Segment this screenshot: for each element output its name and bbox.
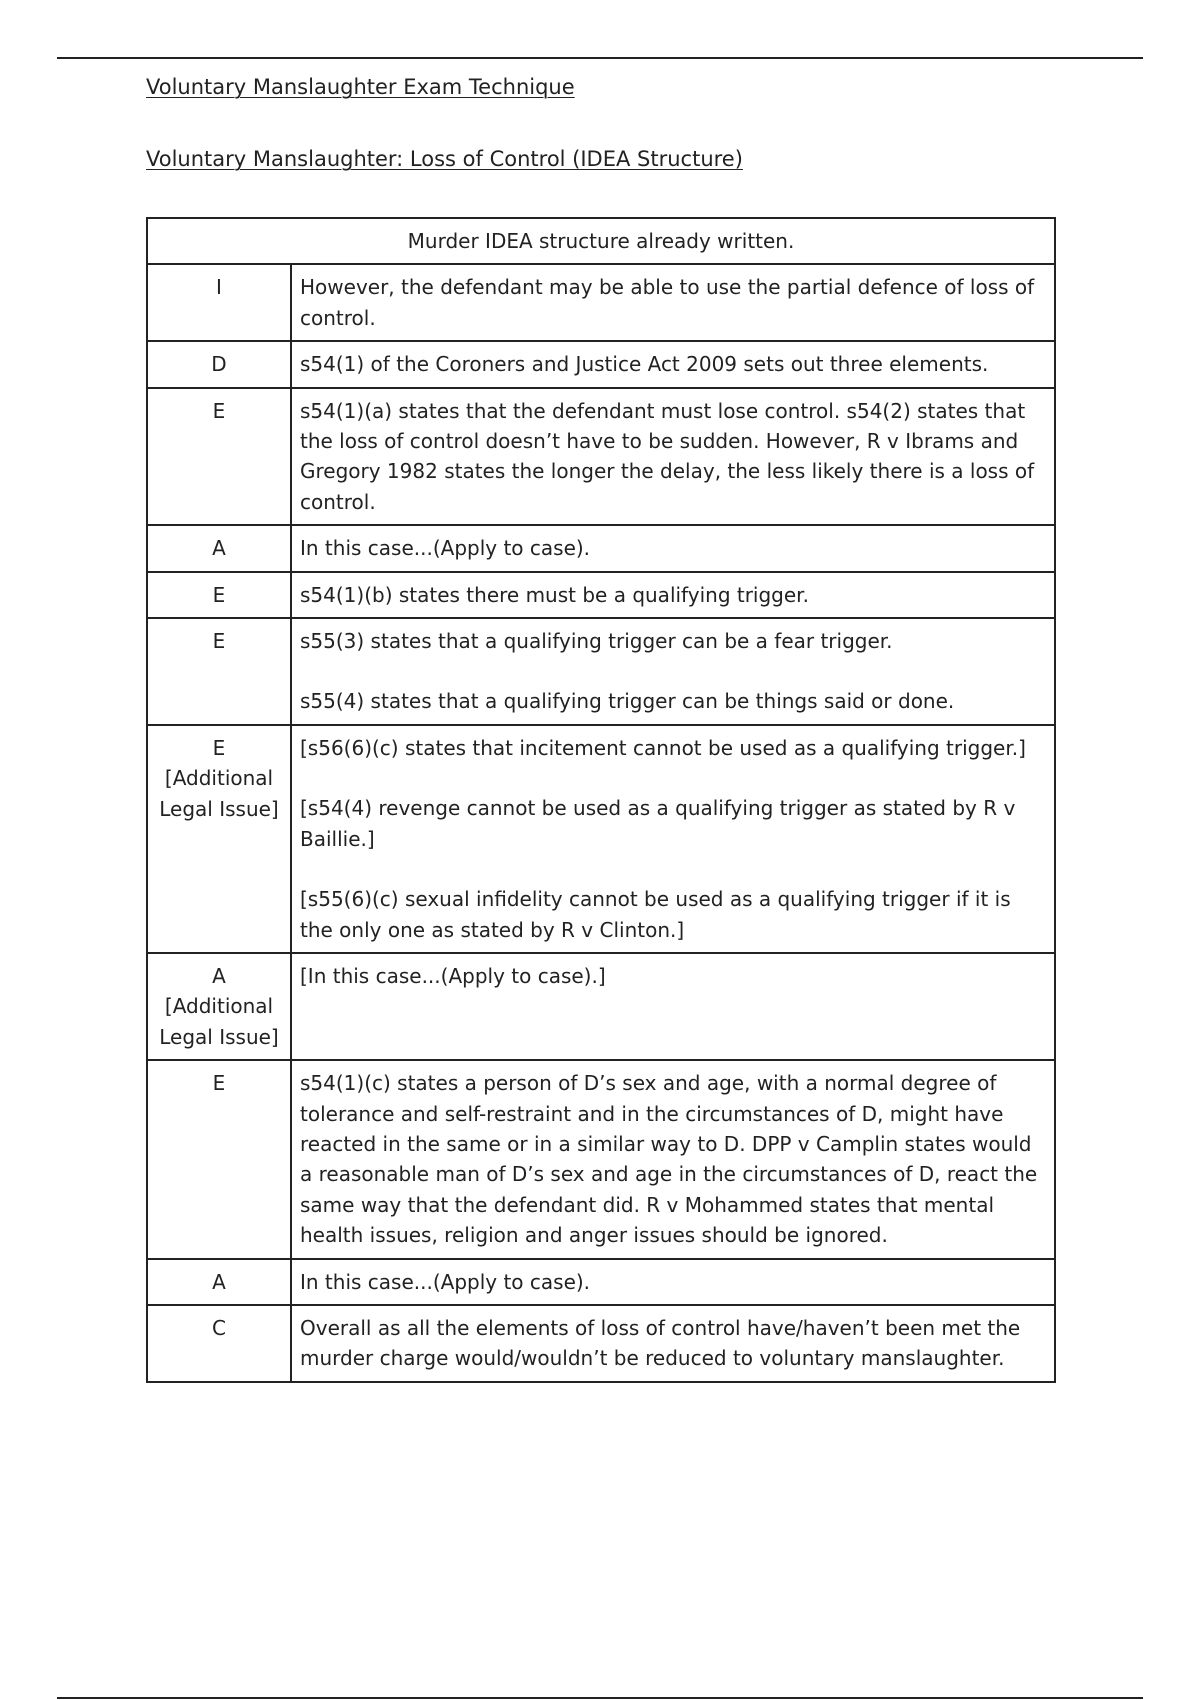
bottom-rule [57,1697,1143,1699]
step-paragraph: Overall as all the elements of loss of control have/haven’t been met the murder charge would/wouldn’t be reduced to voluntary manslaughter. [300,1315,1021,1371]
step-paragraph: s54(1)(c) states a person of D’s sex and age, with a normal degree of tolerance and self-restraint and in the circumstances of D, might have reacted in the same or in a similar way to D. DPP v Camplin states would a reasonable man of D’s sex and age in the circumstances of D, react the same way that the defendant did. R v Mohammed states that mental health issues, religion and anger issues should be ignored. [300,1071,1038,1248]
step-paragraph: [s54(4) revenge cannot be used as a qualifying trigger as stated by R v Baillie.] [300,796,1016,851]
top-rule [57,57,1143,59]
paragraph-gap [300,656,1046,686]
step-label: E [212,582,226,607]
step-content-cell [291,953,1055,1060]
step-content-cell [291,341,1055,387]
step-paragraph: s55(3) states that a qualifying trigger can be a fear trigger. [300,629,893,654]
step-content-cell [291,388,1055,526]
step-label-cell [147,1060,291,1258]
step-label-cell [147,953,291,1060]
step-content-cell [291,264,1055,341]
paragraph-gap [300,763,1046,793]
document-title: Voluntary Manslaughter Exam Technique [146,75,575,99]
step-label-cell [147,1305,291,1382]
step-paragraph: In this case...(Apply to case). [300,536,591,561]
step-paragraph: s54(1) of the Coroners and Justice Act 2009 sets out three elements. [300,352,989,377]
step-paragraph: s54(1)(b) states there must be a qualifying trigger. [300,582,809,607]
step-paragraph: [s56(6)(c) states that incitement cannot be used as a qualifying trigger.] [300,735,1026,760]
step-content-cell [291,1259,1055,1305]
step-paragraph: [s55(6)(c) sexual infidelity cannot be used as a qualifying trigger if it is the only one as stated by R v Clinton.] [300,887,1011,942]
step-paragraph: However, the defendant may be able to use the partial defence of loss of control. [300,275,1035,330]
step-label-cell [147,388,291,526]
step-content-cell [291,525,1055,571]
step-label: Legal Issue] [159,796,279,821]
step-content-cell [291,618,1055,725]
step-label-cell [147,341,291,387]
step-label-cell [147,572,291,618]
step-label-cell [147,525,291,571]
table-row [147,341,1055,387]
paragraph-gap [300,854,1046,884]
step-content-cell [291,725,1055,953]
table-row [147,264,1055,341]
step-label: Legal Issue] [159,1024,279,1049]
step-label: E [212,629,226,654]
step-paragraph: [In this case...(Apply to case).] [300,963,606,988]
step-label: E [212,1071,226,1096]
step-label: I [216,275,222,300]
table-row [147,572,1055,618]
table-row [147,618,1055,725]
table-row [147,1259,1055,1305]
step-paragraph: s54(1)(a) states that the defendant must lose control. s54(2) states that the loss of control doesn’t have to be sudden. However, R v Ibrams and Gregory 1982 states the longer the delay, the less likely there is a loss of control. [300,398,1035,514]
step-label: E [212,398,226,423]
table-header-cell: Murder IDEA structure already written. [147,218,1055,264]
step-content-cell [291,1060,1055,1258]
step-paragraph: s55(4) states that a qualifying trigger can be things said or done. [300,689,955,714]
step-label: E [212,735,226,760]
table-row [147,725,1055,953]
table-row [147,388,1055,526]
table-row [147,1305,1055,1382]
step-label-cell [147,264,291,341]
table-row [147,953,1055,1060]
step-content-cell [291,572,1055,618]
table-header-row [147,218,1055,264]
table-row [147,1060,1055,1258]
step-content-cell [291,1305,1055,1382]
step-label: [Additional [164,994,274,1019]
step-label: A [212,1269,226,1294]
document-subtitle: Voluntary Manslaughter: Loss of Control (IDEA Structure) [146,147,743,171]
table-row [147,525,1055,571]
step-label: A [212,963,226,988]
idea-structure-table [146,217,1056,1383]
step-label-cell [147,725,291,953]
step-label: [Additional [164,766,274,791]
step-label: A [212,536,226,561]
step-label-cell [147,1259,291,1305]
step-paragraph: In this case...(Apply to case). [300,1269,591,1294]
step-label-cell [147,618,291,725]
step-label: D [211,352,227,377]
step-label: C [212,1315,226,1340]
